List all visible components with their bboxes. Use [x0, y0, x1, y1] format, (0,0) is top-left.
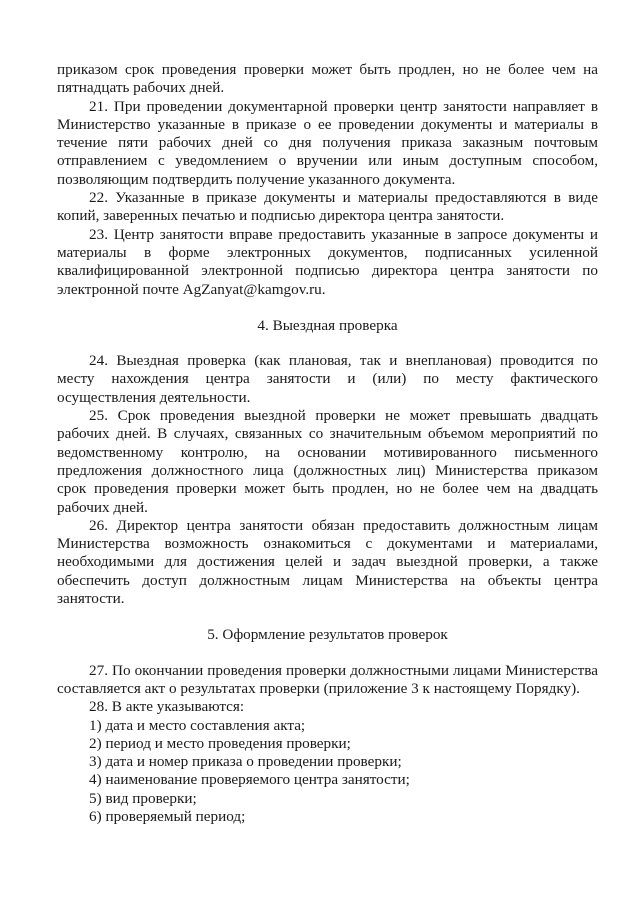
text-line: 23. Центр занятости вправе предоставить указанные в запросе документы и	[89, 225, 598, 243]
section-5-heading: 5. Оформление результатов проверок	[207, 626, 448, 644]
text-line: 27. По окончании проведения проверки должностными лицами Министерства	[89, 661, 598, 679]
paragraph-28-list	[57, 717, 598, 827]
text-line: срок проведения проверки может быть продлен, но не более чем на двадцать	[57, 480, 598, 498]
section-4-heading: 4. Выездная проверка	[257, 316, 398, 334]
text-line: 26. Директор центра занятости обязан предоставить должностным лицам	[89, 516, 598, 534]
text-line: 24. Выездная проверка (как плановая, так и внеплановая) проводится по	[89, 352, 598, 370]
list-item: 1) дата и место составления акта;	[89, 716, 306, 734]
text-line: занятости.	[57, 590, 125, 608]
text-line: позволяющим подтвердить получение указанного документа.	[57, 170, 456, 188]
paragraph-22	[57, 189, 598, 226]
paragraph-21	[57, 98, 598, 189]
document-body	[57, 61, 598, 826]
text-line: материалы в форме электронных документов, подписанных усиленной	[57, 243, 598, 261]
list-item: 4) наименование проверяемого центра занятости;	[89, 771, 410, 789]
text-line: рабочих дней. В случаях, связанных со значительным объемом мероприятий по	[57, 425, 598, 443]
paragraph-23	[57, 226, 598, 299]
text-line: составляется акт о результатах проверки (приложение 3 к настоящему Порядку).	[57, 679, 580, 697]
list-item: 2) период и место проведения проверки;	[89, 734, 351, 752]
text-line: 22. Указанные в приказе документы и материалы предоставляются в виде	[89, 189, 598, 207]
list-item: 5) вид проверки;	[89, 789, 197, 807]
text-line: месту нахождения центра занятости и (или) по месту фактического	[57, 370, 598, 388]
text-line: течение пяти рабочих дней со дня получения приказа заказным почтовым	[57, 134, 598, 152]
text-line: Министерство указанные в приказе о ее проведении документы и материалы в	[57, 115, 598, 133]
list-item: 6) проверяемый период;	[89, 807, 246, 825]
paragraph-20-tail	[57, 61, 598, 98]
text-line: приказом срок проведения проверки может быть продлен, но не более чем на	[57, 61, 598, 78]
text-line: осуществления деятельности.	[57, 388, 251, 406]
paragraph-25	[57, 407, 598, 517]
text-line: отправлением с уведомлением о вручении или иным доступным способом,	[57, 152, 598, 170]
paragraph-27	[57, 662, 598, 699]
text-line: 25. Срок проведения выездной проверки не может превышать двадцать	[89, 407, 598, 425]
text-line: предложения должностного лица (должностных лиц) Министерства приказом	[57, 461, 598, 479]
paragraph-24	[57, 352, 598, 407]
paragraph-28-intro: 28. В акте указываются:	[89, 698, 245, 716]
text-line: обеспечить доступ должностным лицам Министерства на объекты центра	[57, 571, 598, 589]
text-line: необходимыми для достижения целей и задач выездной проверки, а также	[57, 553, 598, 571]
text-line: ведомственному контролю, на основании мотивированного письменного	[57, 443, 598, 461]
text-line: квалифицированной электронной подписью директора центра занятости по	[57, 262, 598, 280]
text-line: электронной почте AgZanyat@kamgov.ru.	[57, 280, 326, 298]
list-item: 3) дата и номер приказа о проведении проверки;	[89, 753, 402, 771]
text-line: рабочих дней.	[57, 498, 148, 516]
text-line: 21. При проведении документарной проверки центр занятости направляет в	[89, 97, 598, 115]
paragraph-26	[57, 517, 598, 608]
text-line: копий, заверенных печатью и подписью директора центра занятости.	[57, 207, 505, 225]
text-line: пятнадцать рабочих дней.	[57, 79, 225, 97]
text-line: Министерства возможность ознакомиться с документами и материалами,	[57, 535, 598, 553]
